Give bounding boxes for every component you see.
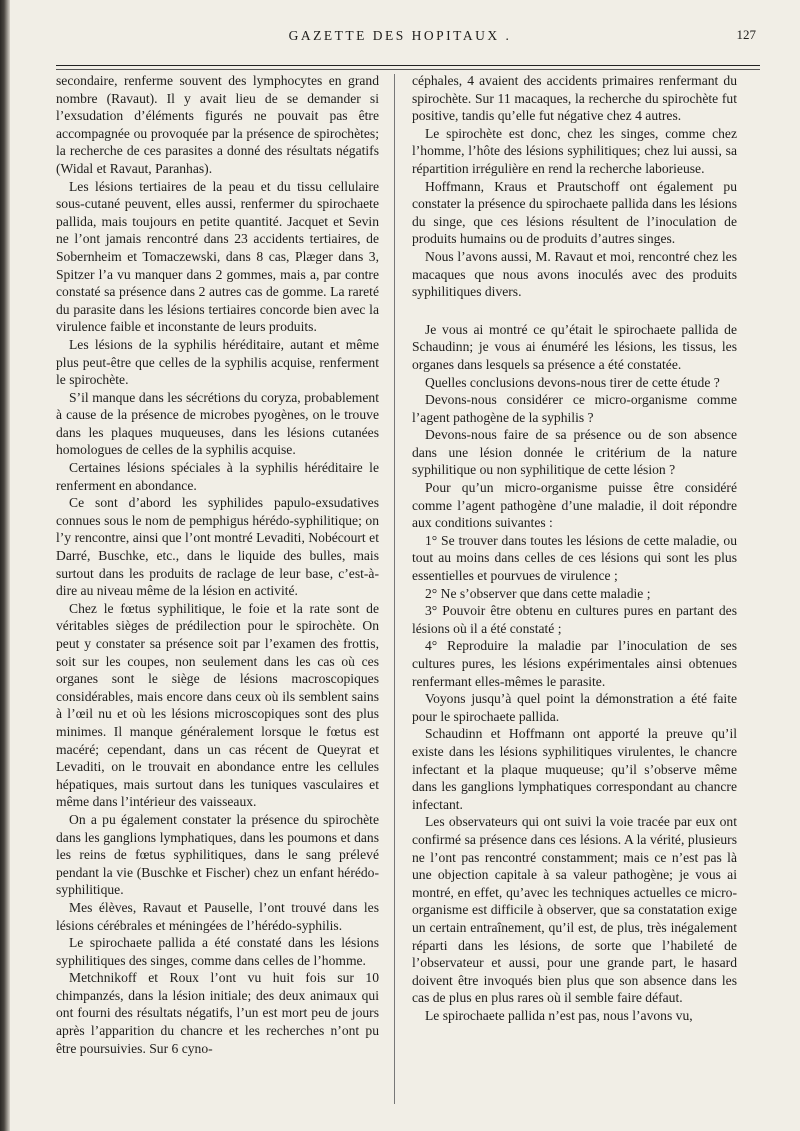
- header-rule-thin: [56, 69, 760, 70]
- paragraph: Ce sont d’abord les syphilides papulo-exsudatives connues sous le nom de pemphigus hérédo-syphilitique; on l’y rencontre, ainsi que l’ont montré Levaditi, Nobécourt et Darré, Buschke, etc., dans le liquide des bulles, mais surtout dans les produits de raclage de leur base, c’est-à-dire au niveau même de la lésion en activité.: [56, 495, 379, 599]
- column-divider: [394, 74, 395, 1104]
- paragraph: Hoffmann, Kraus et Prautschoff ont également pu constater la présence du spirochaete pallida dans les lésions du singe, que ces lésions résultent de l’inoculation de produits humains ou de produits d’autres singes.: [412, 178, 737, 247]
- paragraph: Devons-nous faire de sa présence ou de son absence dans une lésion donnée le critérium de la nature syphilitique ou non syphilitique de cette lésion ?: [412, 427, 737, 478]
- paragraph: céphales, 4 avaient des accidents primaires renfermant du spirochète. Sur 11 macaques, la recherche du spirochète fut positive, tandis qu’elle fut négative chez 4 autres.: [412, 73, 737, 124]
- paragraph: Les lésions tertiaires de la peau et du tissu cellulaire sous-cutané peuvent, elles aussi, renfermer du spirochaete pallida, mais toujours en petite quantité. Jacquet et Sevin ne l’ont jamais rencontré dans 23 accidents tertiaires, de Sobernheim et Tomaczewski, dans 8 cas, Plæger dans 3, Spitzer l’a vu manquer dans 2 gommes, mais a, par contre constaté sa présence dans 2 autres cas de gomme. La rareté du parasite dans les lésions tertiaires concorde bien avec la virulence faible et inconstante de leurs produits.: [56, 178, 379, 335]
- paragraph: Voyons jusqu’à quel point la démonstration a été faite pour le spirochaete pallida.: [412, 691, 737, 724]
- paragraph: Les observateurs qui ont suivi la voie tracée par eux ont confirmé sa présence dans ces lésions. A la vérité, plusieurs ne l’ont pas rencontré constamment; mais ce n’est pas là une objection capitale à sa valeur pathogène; je vous ai montré, en effet, qu’avec les techniques actuelles ce micro-organisme est difficile à observer, que sa constatation exige un certain entraînement, qu’il est, de plus, très inégalement réparti dans les lésions, de sorte que l’habileté de l’observateur et aussi, pour une grande part, le hasard doivent être invoqués bien plus que son absence dans les cas de plus en plus rares où il semble faire défaut.: [412, 814, 737, 1006]
- paragraph: On a pu également constater la présence du spirochète dans les ganglions lymphatiques, dans les poumons et dans les reins de fœtus syphilitiques, dans le sang prélevé pendant la vie (Buschke et Fischer) chez un enfant hérédo-syphilitique.: [56, 811, 379, 898]
- condition-item: 1° Se trouver dans toutes les lésions de cette maladie, ou tout au moins dans celles de ces lésions qui sont les plus essentielles et pourvues de virulence ;: [412, 532, 737, 584]
- running-title: GAZETTE DES HOPITAUX .: [288, 28, 512, 43]
- paragraph: Schaudinn et Hoffmann ont apporté la preuve qu’il existe dans les lésions syphilitiques virulentes, le chancre infectant et la plaque muqueuse; qu’il s’observe même dans les ganglions lymphatiques correspondant au chancre infectant.: [412, 726, 737, 812]
- paragraph: Devons-nous considérer ce micro-organisme comme l’agent pathogène de la syphilis ?: [412, 392, 737, 425]
- paragraph: Metchnikoff et Roux l’ont vu huit fois sur 10 chimpanzés, dans la lésion initiale; des deux animaux qui ont fourni des résultats négatifs, l’un est mort peu de jours après l’apparition du chancre et les recherches n’ont pu être poursuivies. Sur 6 cyno-: [56, 970, 379, 1056]
- paragraph: Les lésions de la syphilis héréditaire, autant et même plus peut-être que celles de la syphilis acquise, renferment le spirochète.: [56, 336, 379, 388]
- paragraph: Chez le fœtus syphilitique, le foie et la rate sont de véritables sièges de prédilection pour le spirochète. On peut y constater sa présence soit par l’examen des frottis, soit sur les coupes, non seulement dans les cas où ces organes sont le siège de lésions macroscopiques considérables, mais encore dans ceux où ils semblent sains à l’œil nu et où les lésions microscopiques sont des plus minimes. Il manque généralement lorsque le fœtus est macéré; cependant, dans un cas récent de Queyrat et Levaditi, on le trouvait en abondance entre les cellules hépatiques, mais surtout dans les tuniques vasculaires et même dans l’intérieur des vaisseaux.: [56, 600, 379, 810]
- paragraph: Le spirochète est donc, chez les singes, comme chez l’homme, l’hôte des lésions syphilitiques; chez lui aussi, sa répartition irrégulière en rend la recherche laborieuse.: [412, 125, 737, 176]
- paragraph: Je vous ai montré ce qu’était le spirochaete pallida de Schaudinn; je vous ai énuméré les lésions, les tissus, les organes dans lesquels sa présence a été constatée.: [412, 321, 737, 372]
- paragraph: Nous l’avons aussi, M. Ravaut et moi, rencontré chez les macaques que nous avons inoculés avec des produits syphilitiques divers.: [412, 248, 737, 300]
- page-number: 127: [736, 27, 756, 42]
- header-rule: [56, 65, 760, 66]
- paragraph: Mes élèves, Ravaut et Pauselle, l’ont trouvé dans les lésions cérébrales et méningées de l’hérédo-syphilis.: [56, 899, 379, 933]
- condition-item: 2° Ne s’observer que dans cette maladie ;: [425, 585, 651, 601]
- paragraph: Le spirochaete pallida n’est pas, nous l’avons vu,: [425, 1007, 693, 1023]
- paragraph: Le spirochaete pallida a été constaté dans les lésions syphilitiques des singes, comme dans celles de l’homme.: [56, 935, 379, 968]
- page-binding-edge: [0, 0, 10, 1131]
- paragraph: Pour qu’un micro-organisme puisse être considéré comme l’agent pathogène d’une maladie, il doit répondre aux conditions suivantes :: [412, 480, 737, 531]
- right-column: [412, 72, 737, 1024]
- paragraph: S’il manque dans les sécrétions du coryza, probablement à cause de la présence de microbes pyogènes, on le trouve dans les plaques muqueuses, dans les lésions cutanées homologues de celles de la syphilis acquise.: [56, 389, 379, 458]
- page-header: [30, 24, 770, 48]
- paragraph: secondaire, renferme souvent des lymphocytes en grand nombre (Ravaut). Il y avait lieu de se demander si l’exsudation d’éléments figurés ne pouvait pas être accompagnée ou provoquée par la présence de spirochètes; la recherche de ces parasites a donné des résultats négatifs (Widal et Ravaut, Paranhas).: [56, 73, 379, 176]
- condition-item: 4° Reproduire la maladie par l’inoculation de ses cultures pures, les lésions expérimentales ainsi obtenues renfermant elles-mêmes le parasite.: [412, 638, 737, 689]
- condition-item: 3° Pouvoir être obtenu en cultures pures en partant des lésions où il a été constaté ;: [412, 603, 737, 636]
- paragraph: Quelles conclusions devons-nous tirer de cette étude ?: [425, 374, 720, 390]
- left-column: [56, 72, 379, 1057]
- paragraph: Certaines lésions spéciales à la syphilis héréditaire le renferment en abondance.: [56, 460, 379, 493]
